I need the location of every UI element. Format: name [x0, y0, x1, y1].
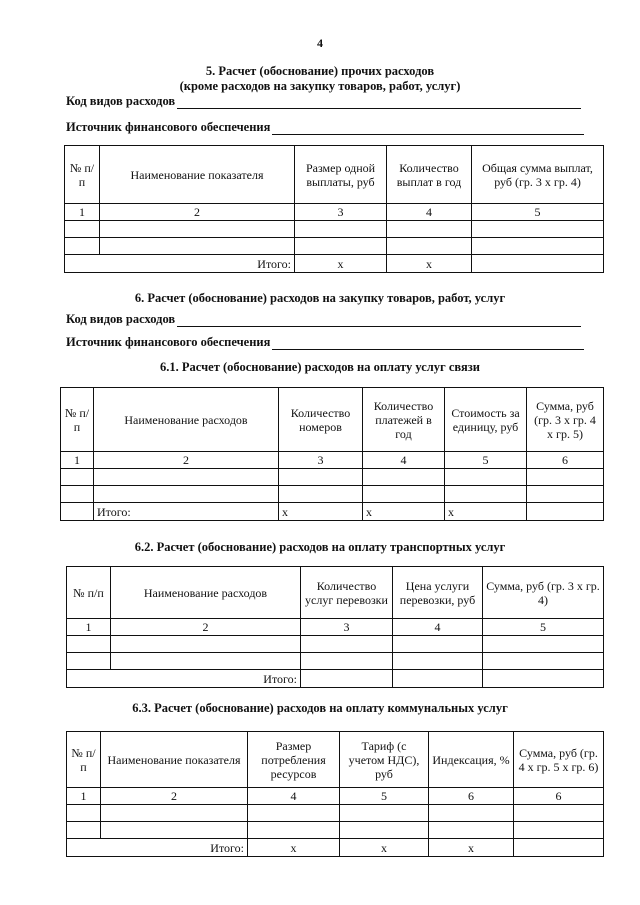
total-cell: x — [445, 503, 527, 521]
table-row — [67, 636, 604, 653]
table-cell[interactable] — [514, 805, 604, 822]
table-cell[interactable] — [65, 221, 100, 238]
section6-title: 6. Расчет (обоснование) расходов на закупку товаров, работ, услуг — [134, 291, 506, 305]
table-cell[interactable] — [295, 238, 387, 255]
table-cell[interactable] — [301, 670, 393, 688]
column-number-row — [65, 204, 604, 221]
table-header-row — [67, 732, 604, 788]
section5-code-line[interactable] — [177, 96, 581, 109]
page-number: 4 — [317, 36, 323, 50]
header-cell: Количество выплат в год — [387, 146, 472, 204]
header-cell: № п/п — [67, 567, 111, 619]
column-number: 4 — [387, 204, 472, 221]
total-label: Итого: — [67, 670, 301, 688]
table-cell[interactable] — [61, 486, 94, 503]
section5-table — [64, 145, 604, 273]
header-cell: Стоимость за единицу, руб — [445, 388, 527, 452]
header-cell: № п/п — [65, 146, 100, 204]
column-number: 3 — [279, 452, 363, 469]
header-cell: Общая сумма выплат, руб (гр. 3 x гр. 4) — [472, 146, 604, 204]
table-header-row — [67, 567, 604, 619]
header-cell: Количество платежей в год — [363, 388, 445, 452]
table-cell[interactable] — [67, 636, 111, 653]
column-number: 6 — [514, 788, 604, 805]
table-cell[interactable] — [279, 486, 363, 503]
table-cell[interactable] — [248, 822, 340, 839]
section6-source-line[interactable] — [272, 337, 584, 350]
table-cell[interactable] — [101, 805, 248, 822]
table-cell[interactable] — [100, 238, 295, 255]
section61-table — [60, 387, 604, 521]
table-cell[interactable] — [94, 486, 279, 503]
header-cell: Количество номеров — [279, 388, 363, 452]
column-number: 2 — [94, 452, 279, 469]
table-cell[interactable] — [514, 839, 604, 857]
total-cell: x — [295, 255, 387, 273]
section61-title: 6.1. Расчет (обоснование) расходов на оплату услуг связи — [160, 360, 480, 374]
column-number-row — [61, 452, 604, 469]
table-cell[interactable] — [472, 221, 604, 238]
table-cell[interactable] — [61, 469, 94, 486]
table-row — [65, 238, 604, 255]
column-number: 2 — [100, 204, 295, 221]
table-row — [65, 221, 604, 238]
table-cell[interactable] — [295, 221, 387, 238]
table-cell[interactable] — [387, 238, 472, 255]
column-number: 1 — [65, 204, 100, 221]
header-cell: № п/п — [61, 388, 94, 452]
table-cell[interactable] — [445, 486, 527, 503]
section6-code-line[interactable] — [177, 314, 581, 327]
table-cell[interactable] — [111, 653, 301, 670]
column-number: 5 — [483, 619, 604, 636]
table-cell[interactable] — [445, 469, 527, 486]
section6-code-label: Код видов расходов — [66, 312, 176, 326]
total-row — [65, 255, 604, 273]
column-number: 3 — [295, 204, 387, 221]
table-cell[interactable] — [94, 469, 279, 486]
table-cell[interactable] — [527, 503, 604, 521]
header-cell: Сумма, руб (гр. 3 x гр. 4 x гр. 5) — [527, 388, 604, 452]
column-number: 1 — [61, 452, 94, 469]
section63-table — [66, 731, 604, 857]
table-cell[interactable] — [483, 636, 604, 653]
column-number: 4 — [248, 788, 340, 805]
table-cell[interactable] — [301, 653, 393, 670]
column-number: 2 — [111, 619, 301, 636]
table-cell[interactable] — [527, 469, 604, 486]
table-cell[interactable] — [429, 805, 514, 822]
column-number: 6 — [527, 452, 604, 469]
table-cell[interactable] — [393, 653, 483, 670]
header-cell: Цена услуги перевозки, руб — [393, 567, 483, 619]
table-cell[interactable] — [67, 805, 101, 822]
table-cell[interactable] — [363, 486, 445, 503]
section62-title: 6.2. Расчет (обоснование) расходов на оплату транспортных услуг — [134, 540, 506, 554]
total-row — [67, 670, 604, 688]
column-number: 2 — [101, 788, 248, 805]
header-cell: Размер потребления ресурсов — [248, 732, 340, 788]
column-number: 5 — [472, 204, 604, 221]
table-row — [61, 486, 604, 503]
header-cell: Сумма, руб (гр. 4 x гр. 5 x гр. 6) — [514, 732, 604, 788]
table-row — [67, 653, 604, 670]
column-number: 4 — [393, 619, 483, 636]
total-cell: x — [279, 503, 363, 521]
column-number: 5 — [445, 452, 527, 469]
header-cell: Размер одной выплаты, руб — [295, 146, 387, 204]
total-row — [67, 839, 604, 857]
total-label: Итого: — [65, 255, 295, 273]
total-cell: x — [340, 839, 429, 857]
column-number: 1 — [67, 788, 101, 805]
table-header-row — [65, 146, 604, 204]
total-cell: x — [363, 503, 445, 521]
table-cell[interactable] — [393, 670, 483, 688]
header-cell: Количество услуг перевозки — [301, 567, 393, 619]
table-cell[interactable] — [514, 822, 604, 839]
header-cell: Индексация, % — [429, 732, 514, 788]
header-cell: Сумма, руб (гр. 3 x гр. 4) — [483, 567, 604, 619]
table-cell[interactable] — [340, 822, 429, 839]
table-cell[interactable] — [248, 805, 340, 822]
header-cell: Наименование расходов — [111, 567, 301, 619]
table-cell[interactable] — [527, 486, 604, 503]
table-header-row — [61, 388, 604, 452]
section63-title: 6.3. Расчет (обоснование) расходов на оплату коммунальных услуг — [132, 701, 508, 715]
column-number: 1 — [67, 619, 111, 636]
section5-source-field — [66, 120, 584, 135]
header-cell: Наименование расходов — [94, 388, 279, 452]
table-cell[interactable] — [67, 822, 101, 839]
table-cell[interactable] — [279, 469, 363, 486]
section5-source-line[interactable] — [272, 122, 584, 135]
section6-source-label: Источник финансового обеспечения — [66, 335, 271, 349]
table-cell[interactable] — [483, 653, 604, 670]
total-label: Итого: — [67, 839, 248, 857]
table-cell[interactable] — [101, 822, 248, 839]
header-cell: № п/п — [67, 732, 101, 788]
column-number-row — [67, 619, 604, 636]
column-number: 6 — [429, 788, 514, 805]
section5-code-label: Код видов расходов — [66, 94, 176, 108]
table-cell[interactable] — [363, 469, 445, 486]
table-cell[interactable] — [67, 653, 111, 670]
header-cell: Наименование показателя — [100, 146, 295, 204]
section5-title — [0, 64, 640, 94]
column-number: 5 — [340, 788, 429, 805]
table-cell[interactable] — [483, 670, 604, 688]
table-row — [67, 822, 604, 839]
section62-table — [66, 566, 604, 688]
total-cell: x — [248, 839, 340, 857]
column-number-row — [67, 788, 604, 805]
section6-code-field — [66, 312, 581, 327]
total-cell: x — [387, 255, 472, 273]
section5-title-line2: (кроме расходов на закупку товаров, работ, услуг) — [179, 79, 461, 93]
table-cell[interactable] — [65, 238, 100, 255]
table-row — [67, 805, 604, 822]
total-cell: x — [429, 839, 514, 857]
table-cell[interactable] — [472, 255, 604, 273]
table-cell[interactable] — [111, 636, 301, 653]
table-cell[interactable] — [472, 238, 604, 255]
total-row — [61, 503, 604, 521]
column-number: 3 — [301, 619, 393, 636]
section5-source-label: Источник финансового обеспечения — [66, 120, 271, 134]
section5-title-line1: 5. Расчет (обоснование) прочих расходов — [205, 64, 435, 78]
table-cell[interactable] — [393, 636, 483, 653]
table-cell[interactable] — [387, 221, 472, 238]
total-label: Итого: — [94, 503, 279, 521]
column-number: 4 — [363, 452, 445, 469]
section5-code-field — [66, 94, 581, 109]
table-cell[interactable] — [61, 503, 94, 521]
section6-source-field — [66, 335, 584, 350]
table-cell[interactable] — [429, 822, 514, 839]
table-cell[interactable] — [340, 805, 429, 822]
table-row — [61, 469, 604, 486]
header-cell: Тариф (с учетом НДС), руб — [340, 732, 429, 788]
table-cell[interactable] — [100, 221, 295, 238]
table-cell[interactable] — [301, 636, 393, 653]
header-cell: Наименование показателя — [101, 732, 248, 788]
